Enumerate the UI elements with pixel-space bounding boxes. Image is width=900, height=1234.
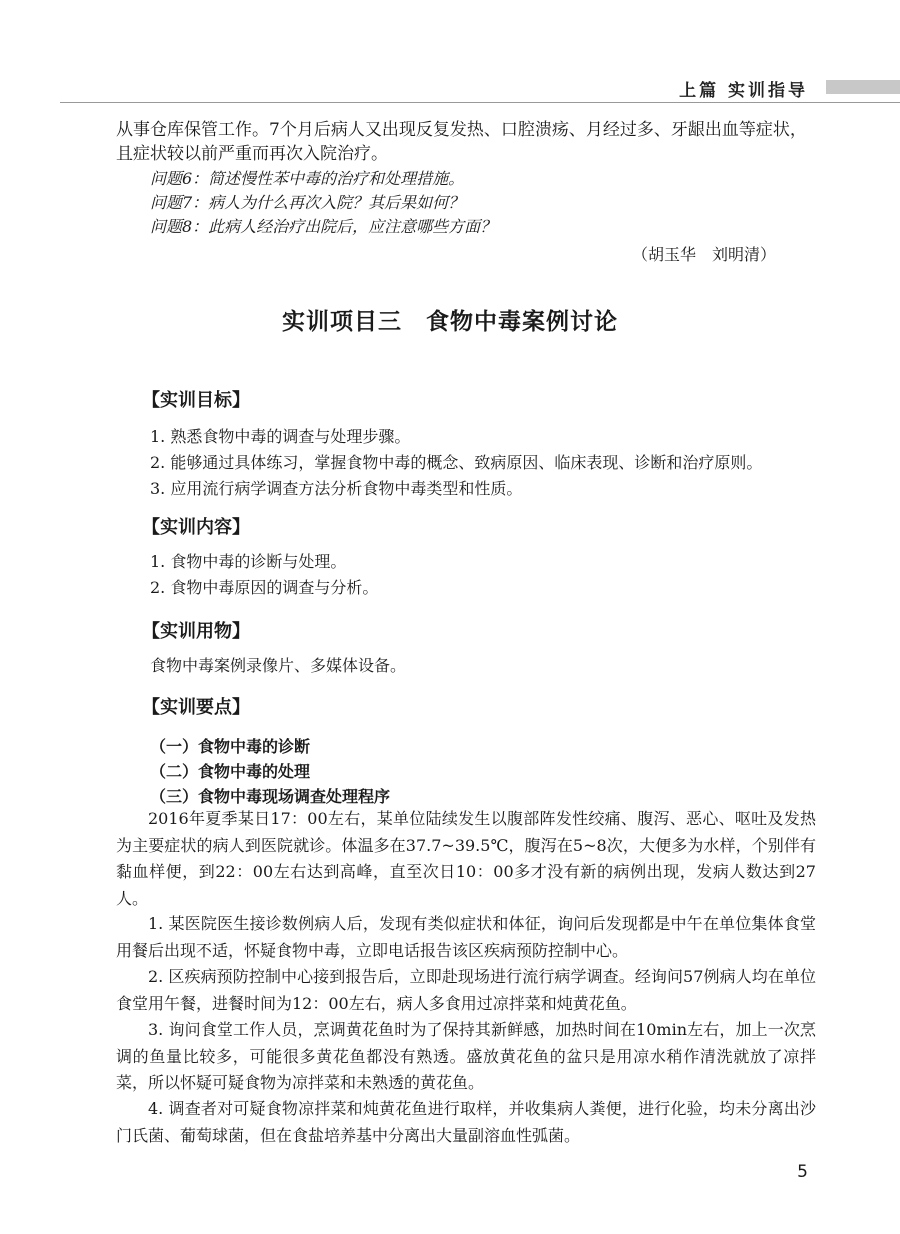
section-heading-content: 【实训内容】 xyxy=(142,517,250,538)
intro-paragraph: 从事仓库保管工作。7个月后病人又出现反复发热、口腔溃疡、月经过多、牙龈出血等症状，且症状较以前严重而再次入院治疗。 xyxy=(116,120,807,164)
question-7: 问题7：病人为什么再次入院？其后果如何？ xyxy=(150,193,465,212)
step-paragraph-1: 1. 某医院医生接诊数例病人后，发现有类似症状和体征，询问后发现都是中午在单位集体食堂用餐后出现不适，怀疑食物中毒，立即电话报告该区疾病预防控制中心。 xyxy=(116,914,816,960)
goal-item: 3. 应用流行病学调查方法分析食物中毒类型和性质。 xyxy=(150,479,523,498)
header-title: 上篇 实训指导 xyxy=(679,81,808,101)
content-item: 1. 食物中毒的诊断与处理。 xyxy=(150,552,347,571)
header-rule xyxy=(60,102,900,103)
header-bar xyxy=(826,80,900,94)
materials-text: 食物中毒案例录像片、多媒体设备。 xyxy=(150,656,407,675)
goal-item: 1. 熟悉食物中毒的调查与处理步骤。 xyxy=(150,427,411,446)
author-credit: （胡玉华 刘明清） xyxy=(631,245,776,264)
step-paragraph-4: 4. 调查者对可疑食物凉拌菜和炖黄花鱼进行取样，并收集病人粪便，进行化验，均未分离出沙门氏菌、葡萄球菌，但在食盐培养基中分离出大量副溶血性弧菌。 xyxy=(116,1099,816,1145)
subheading-treatment: （二）食物中毒的处理 xyxy=(150,762,311,781)
goal-item: 2. 能够通过具体练习，掌握食物中毒的概念、致病原因、临床表现、诊断和治疗原则。 xyxy=(150,453,763,472)
section-heading-materials: 【实训用物】 xyxy=(142,621,250,642)
step-paragraph-2: 2. 区疾病预防控制中心接到报告后，立即赴现场进行流行病学调查。经询问57例病人均在单位食堂用午餐，进餐时间为12：00左右，病人多食用过凉拌菜和炖黄花鱼。 xyxy=(116,967,816,1013)
section-heading-goals: 【实训目标】 xyxy=(142,390,250,411)
project-title: 实训项目三 食物中毒案例讨论 xyxy=(282,309,618,335)
section-heading-points: 【实训要点】 xyxy=(142,697,250,718)
page-number: 5 xyxy=(797,1162,808,1182)
subheading-diagnosis: （一）食物中毒的诊断 xyxy=(150,737,311,756)
question-6: 问题6：简述慢性苯中毒的治疗和处理措施。 xyxy=(150,169,465,188)
question-8: 问题8：此病人经治疗出院后，应注意哪些方面？ xyxy=(150,217,497,236)
content-item: 2. 食物中毒原因的调查与分析。 xyxy=(150,578,379,597)
case-paragraph: 2016年夏季某日17：00左右，某单位陆续发生以腹部阵发性绞痛、腹泻、恶心、呕吐及发热为主要症状的病人到医院就诊。体温多在37.7~39.5℃，腹泻在5~8次，大便多为水样，个别伴有黏血样便，到22：00左右达到高峰，直至次日10：00多才没有新的病例出现，发病人数达到27人。 xyxy=(116,809,816,908)
step-paragraph-3: 3. 询问食堂工作人员，烹调黄花鱼时为了保持其新鲜感，加热时间在10min左右，加上一次烹调的鱼量比较多，可能很多黄花鱼都没有熟透。盛放黄花鱼的盆只是用凉水稍作清洗就放了凉拌菜，所以怀疑可疑食物为凉拌菜和未熟透的黄花鱼。 xyxy=(116,1020,816,1092)
subheading-investigation: （三）食物中毒现场调查处理程序 xyxy=(150,787,391,806)
